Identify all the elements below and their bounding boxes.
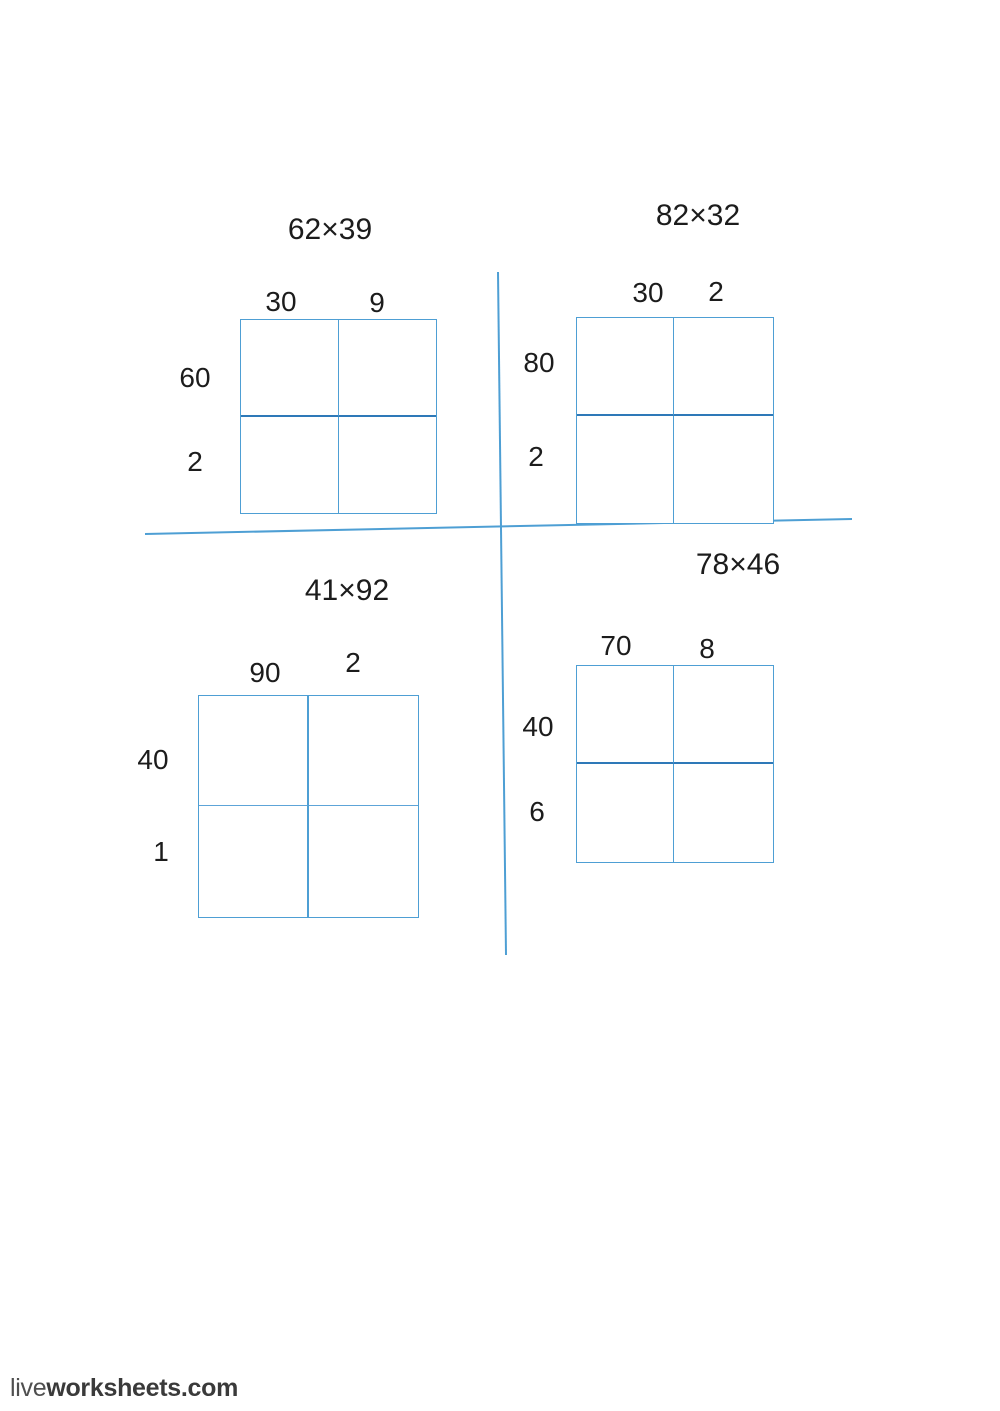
answer-cell[interactable] (309, 806, 418, 917)
column-label-ones: 2 (345, 647, 361, 678)
problem-title: 62×39 (287, 213, 373, 246)
column-label-tens: 90 (249, 657, 281, 688)
answer-cell[interactable] (199, 806, 309, 917)
vertical-divider-line (498, 272, 506, 955)
answer-cell[interactable] (674, 764, 773, 862)
answer-cell[interactable] (674, 416, 773, 523)
row-label-tens: 40 (137, 744, 169, 775)
row-label-ones: 2 (528, 441, 544, 472)
column-label-ones: 8 (699, 633, 715, 664)
row-label-tens: 40 (522, 711, 554, 742)
brand-bold-text: worksheets.com (46, 1374, 239, 1402)
liveworksheets-logo (10, 1376, 238, 1401)
problem-title: 41×92 (304, 574, 390, 607)
answer-cell[interactable] (241, 320, 339, 417)
answer-cell[interactable] (199, 696, 309, 806)
answer-cell[interactable] (577, 416, 674, 523)
answer-cell[interactable] (339, 320, 436, 417)
row-label-ones: 6 (529, 796, 545, 827)
row-label-tens: 80 (523, 347, 555, 378)
area-model-grid (576, 317, 774, 524)
answer-cell[interactable] (309, 696, 418, 806)
column-label-tens: 70 (600, 630, 632, 661)
column-label-tens: 30 (265, 286, 297, 317)
answer-cell[interactable] (577, 764, 674, 862)
column-label-ones: 2 (708, 276, 724, 307)
row-label-ones: 1 (153, 836, 169, 867)
answer-cell[interactable] (577, 318, 674, 416)
answer-cell[interactable] (577, 666, 674, 764)
brand-light-text: live (10, 1374, 47, 1402)
answer-cell[interactable] (241, 417, 339, 513)
area-model-grid (198, 695, 419, 918)
answer-cell[interactable] (674, 318, 773, 416)
column-label-tens: 30 (632, 277, 664, 308)
problem-title: 78×46 (695, 548, 781, 581)
area-model-grid (240, 319, 437, 514)
row-label-ones: 2 (187, 446, 203, 477)
area-model-grid (576, 665, 774, 863)
problem-title: 82×32 (655, 199, 741, 232)
row-label-tens: 60 (179, 362, 211, 393)
answer-cell[interactable] (674, 666, 773, 764)
column-label-ones: 9 (369, 287, 385, 318)
answer-cell[interactable] (339, 417, 436, 513)
